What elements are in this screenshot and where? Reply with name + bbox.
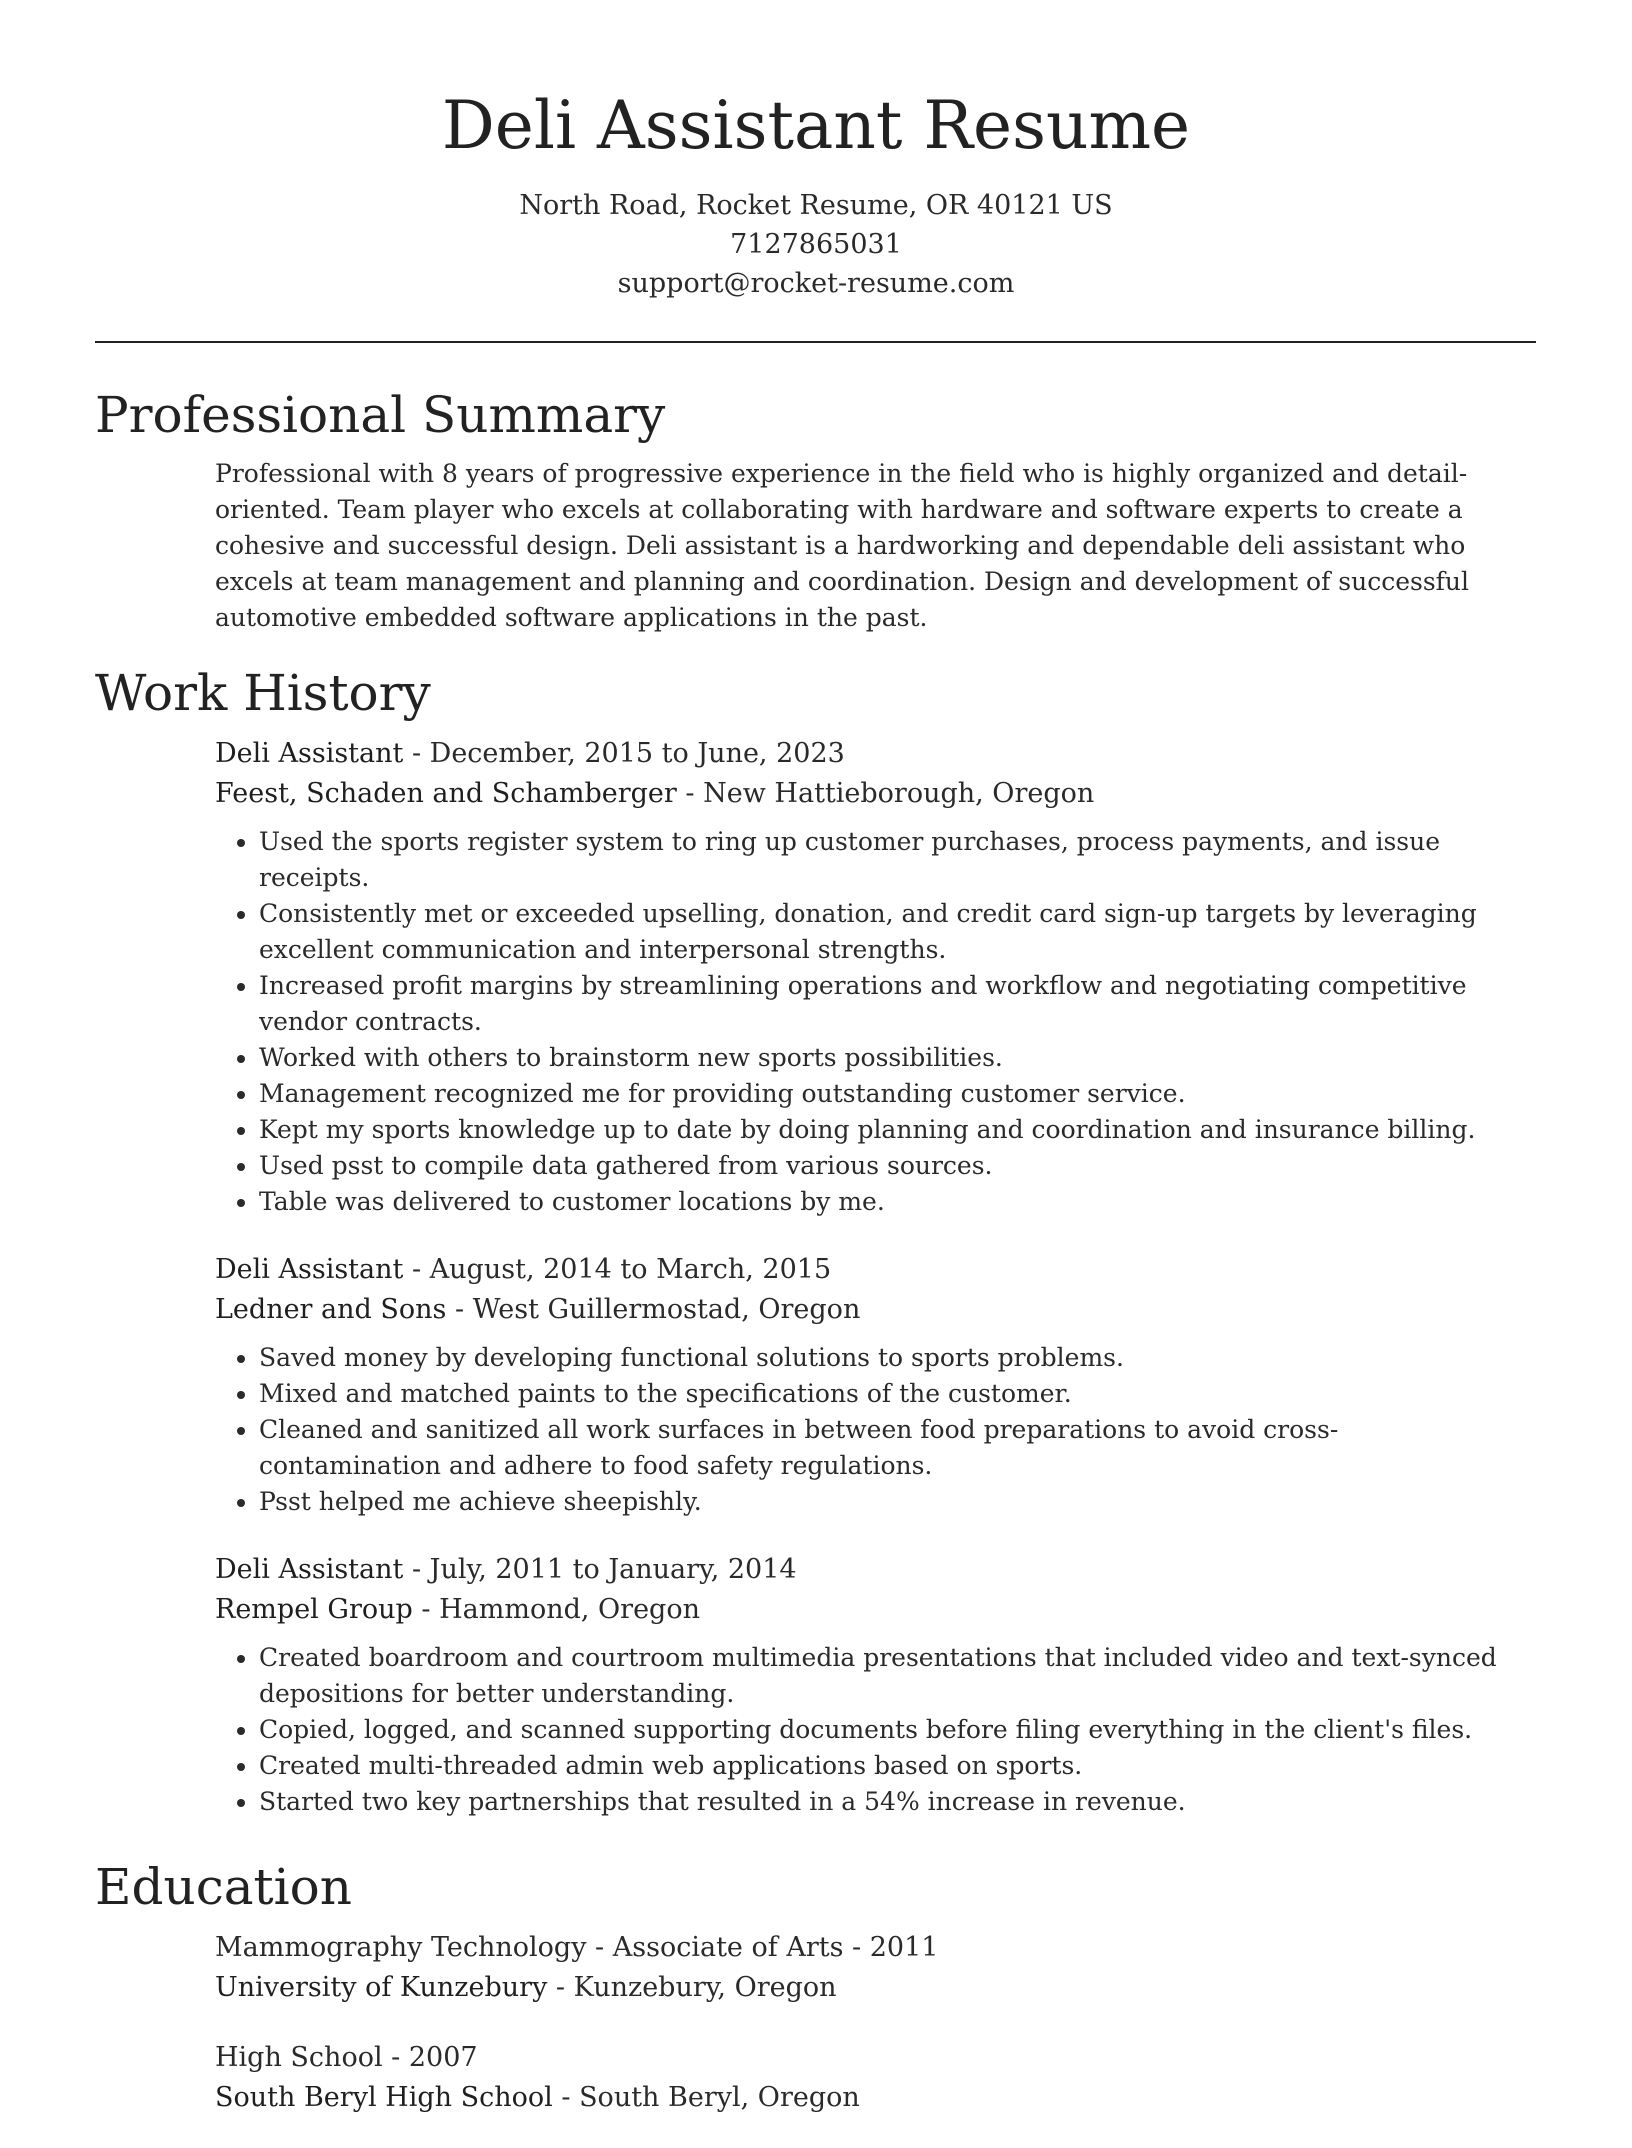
job-title-line: [215, 1250, 1515, 1290]
separator: -: [412, 1594, 440, 1625]
job-title-line: [215, 1550, 1515, 1590]
job-bullet: • Psst helped me achieve sheepishly.: [259, 1484, 1515, 1520]
job-title: Deli Assistant: [215, 738, 404, 769]
resume-header: [0, 82, 1632, 303]
job-bullet: • Kept my sports knowledge up to date by doing planning and coordination and insurance billing.: [259, 1112, 1515, 1148]
job-company-line: [215, 1290, 1515, 1330]
job-dates: August, 2014 to March, 2015: [429, 1254, 832, 1285]
summary-text: Professional with 8 years of progressive experience in the field who is highly organized and detail-oriented. Team player who excels at collaborating with hardware and software experts to create a cohesive and successful design. Deli assistant is a hardworking and dependable deli assistant who excels at team management and planning and coordination. Design and development of successful automotive embedded software applications in the past.: [215, 459, 1470, 632]
job-bullet: • Created boardroom and courtroom multimedia presentations that included video and text-synced depositions for better understanding.: [259, 1640, 1515, 1712]
job-entry: [215, 734, 1515, 1220]
education-entry: [215, 2038, 1515, 2118]
education-school-line: [215, 1968, 1515, 2008]
education-location: Kunzebury, Oregon: [573, 1972, 837, 2003]
job-bullet: • Worked with others to brainstorm new sports possibilities.: [259, 1040, 1515, 1076]
contact-phone: 7127865031: [730, 229, 902, 260]
job-title: Deli Assistant: [215, 1254, 404, 1285]
separator: -: [403, 1554, 430, 1585]
job-bullet: • Table was delivered to customer locations by me.: [259, 1184, 1515, 1220]
job-bullet: • Increased profit margins by streamlining operations and workflow and negotiating competitive vendor contracts.: [259, 968, 1515, 1040]
job-entry: [215, 1550, 1515, 1820]
separator: -: [547, 1972, 574, 2003]
resume-title: Deli Assistant Resume: [441, 87, 1191, 164]
resume-content: [95, 378, 1536, 2148]
summary-section: [215, 456, 1515, 636]
job-company: Rempel Group: [215, 1594, 413, 1625]
education-degree: Mammography Technology - Associate of Arts - 2011: [215, 1932, 939, 1963]
education-entry: [215, 1928, 1515, 2008]
education-location: South Beryl, Oregon: [579, 2082, 860, 2113]
separator: -: [403, 1254, 430, 1285]
work-history-section: [215, 734, 1515, 1820]
separator: -: [676, 778, 704, 809]
job-bullets: [215, 1340, 1515, 1520]
contact-address: North Road, Rocket Resume, OR 40121 US: [519, 190, 1113, 221]
job-location: New Hattieborough, Oregon: [703, 778, 1095, 809]
job-entry: [215, 1250, 1515, 1520]
job-location: Hammond, Oregon: [439, 1594, 700, 1625]
job-company: Feest, Schaden and Schamberger: [215, 778, 677, 809]
job-bullet: • Created multi-threaded admin web applications based on sports.: [259, 1748, 1515, 1784]
job-bullet: • Saved money by developing functional solutions to sports problems.: [259, 1340, 1515, 1376]
job-dates: July, 2011 to January, 2014: [429, 1554, 797, 1585]
separator: -: [403, 738, 430, 769]
job-company-line: [215, 1590, 1515, 1630]
job-bullet: • Cleaned and sanitized all work surfaces in between food preparations to avoid cross-contamination and adhere to food safety regulations.: [259, 1412, 1515, 1484]
job-bullet: • Started two key partnerships that resulted in a 54% increase in revenue.: [259, 1784, 1515, 1820]
job-bullet: • Consistently met or exceeded upselling, donation, and credit card sign-up targets by leveraging excellent communication and interpersonal strengths.: [259, 896, 1515, 968]
job-bullet: • Management recognized me for providing outstanding customer service.: [259, 1076, 1515, 1112]
contact-email: support@rocket-resume.com: [617, 268, 1015, 299]
job-title-line: [215, 734, 1515, 774]
job-bullets: [215, 1640, 1515, 1820]
education-school: University of Kunzebury: [215, 1972, 548, 2003]
job-bullet: • Used psst to compile data gathered from various sources.: [259, 1148, 1515, 1184]
separator: -: [446, 1294, 473, 1325]
job-bullets: [215, 824, 1515, 1220]
job-bullet: • Mixed and matched paints to the specifications of the customer.: [259, 1376, 1515, 1412]
job-bullet: • Used the sports register system to ring up customer purchases, process payments, and issue receipts.: [259, 824, 1515, 896]
education-school: South Beryl High School: [215, 2082, 553, 2113]
job-company-line: [215, 774, 1515, 814]
job-title: Deli Assistant: [215, 1554, 404, 1585]
header-divider: [95, 341, 1536, 343]
job-dates: December, 2015 to June, 2023: [429, 738, 845, 769]
education-section: [215, 1928, 1515, 2118]
summary-heading: Professional Summary: [95, 386, 666, 444]
work-history-heading: Work History: [95, 664, 431, 722]
education-heading: Education: [95, 1858, 352, 1916]
job-location: West Guillermostad, Oregon: [472, 1294, 861, 1325]
job-company: Ledner and Sons: [215, 1294, 447, 1325]
separator: -: [552, 2082, 580, 2113]
education-school-line: [215, 2078, 1515, 2118]
job-bullet: • Copied, logged, and scanned supporting documents before filing everything in the client's files.: [259, 1712, 1515, 1748]
education-degree: High School - 2007: [215, 2042, 478, 2073]
